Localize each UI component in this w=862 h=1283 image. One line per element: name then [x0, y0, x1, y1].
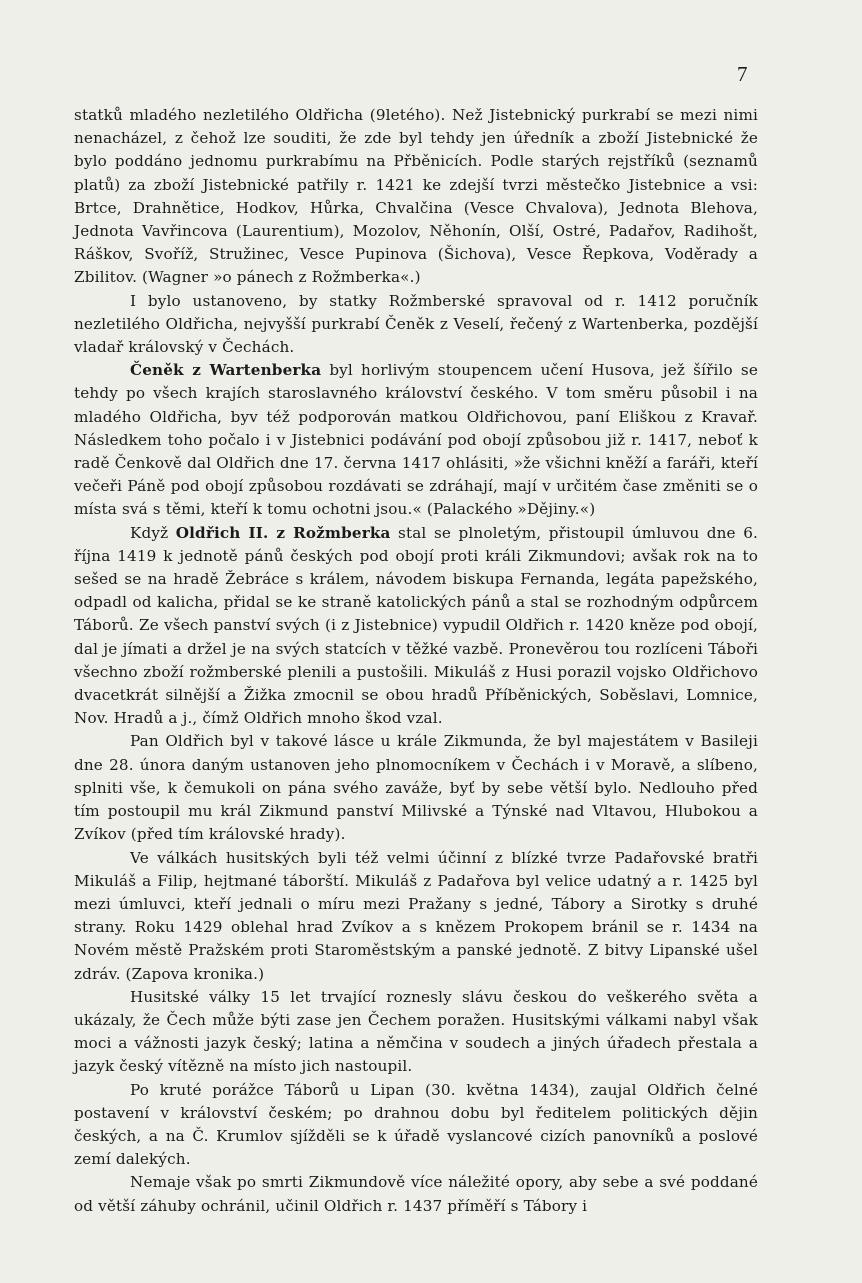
text-run: I bylo ustanoveno, by statky Rožmberské spravoval od r. 1412 poručník nezletilého Oldřicha, nejvyšší purkrabí Čeněk z Veselí, řečený z Wartenberka, pozdější vladař královský v Čechách. — [74, 291, 758, 357]
text-run: Ve válkách husitských byli též velmi účinní z blízké tvrze Padařovské bratři Mikuláš a Filip, hejtmané táborští. Mikuláš z Padařova byl velice udatný a r. 1425 byl mezi úmluvci, kteří jednali o míru mezi Pražany s jedné, Tábory a Sirotky s druhé strany. Roku 1429 oblehal hrad Zvíkov a s knězem Prokopem bránil se r. 1434 na Novém městě Pražském proti Staroměstským a panské jednotě. Z bitvy Lipanské ušel zdráv. (Zapova kronika.) — [74, 848, 758, 983]
text-run: byl horlivým stoupencem učení Husova, jež šířilo se tehdy po všech krajích staroslavného království českého. V tom směru působil i na mladého Oldřicha, byv též podporován matkou Oldřichovou, paní Eliškou z Kravař. Následkem toho počalo i v Jistebnici podávání pod obojí způsobou již r. 1417, neboť k radě Čenkově dal Oldřich dne 17. června 1417 ohlásiti, »že všichni kněží a faráři, kteří večeři Páně pod obojí způsobou rozdávati se zdráhají, mají v určitém čase změniti se o místa svá s těmi, kteří k tomu ochotni jsou.« (Palackého »Dějiny.«) — [74, 361, 758, 519]
text-run: Husitské války 15 let trvající roznesly slávu českou do veškerého světa a ukázaly, že Čech může býti zase jen Čechem poražen. Husitskými válkami nabyl však moci a vážnosti jazyk český; latina a němčina v soudech a jiných úřadech přestala a jazyk český vítězně na místo jich nastoupil. — [74, 987, 758, 1076]
paragraph — [74, 359, 758, 521]
text-run: stal se plnoletým, přistoupil úmluvou dne 6. října 1419 k jednotě pánů českých pod obojí proti králi Zikmundovi; avšak rok na to sešed se na hradě Žebráce s králem, návodem biskupa Fernanda, legáta papežského, odpadl od kalicha, přidal se ke straně katolických pánů a stal se rozhodným odpůrcem Táborů. Ze všech panství svých (i z Jistebnice) vypudil Oldřich r. 1420 kněze pod obojí, dal je jímati a držel je na svých statcích v těžké vazbě. Pronevěrou tou rozlíceni Táboři všechno zboží rožmberské plenili a pustošili. Mikuláš z Husi porazil vojsko Oldřichovo dvacetkrát silnější a Žižka zmocnil se obou hradů Příběnických, Soběslavi, Lomnice, Nov. Hradů a j., čímž Oldřich mnoho škod vzal. — [74, 523, 758, 728]
bold-name: Oldřich II. z Rožmberka — [175, 523, 391, 542]
paragraph — [74, 1079, 758, 1172]
paragraph — [74, 1171, 758, 1217]
text-run: statků mladého nezletilého Oldřicha (9letého). Než Jistebnický purkrabí se mezi nimi nenacházel, z čehož lze souditi, že zde byl tehdy jen úředník a zboží Jistebnické že bylo poddáno jednomu purkrabímu na Přběnicích. Podle starých rejstříků (seznamů platů) za zboží Jistebnické patřily r. 1421 ke zdejší tvrzi městečko Jistebnice a vsi: Brtce, Drahnětice, Hodkov, Hůrka, Chvalčina (Vesce Chvalova), Jednota Blehova, Jednota Vavřincova (Laurentium), Mozolov, Něhonín, Olší, Ostré, Padařov, Radihošt, Ráškov, Svoříž, Stružinec, Vesce Pupinova (Šichova), Vesce Řepkova, Voděrady a Zbilitov. (Wagner »o pánech z Rožmberka«.) — [74, 106, 758, 287]
text-run: Pan Oldřich byl v takové lásce u krále Zikmunda, že byl majestátem v Basileji dne 28. února daným ustanoven jeho plnomocníkem v Čechách i v Moravě, a slíbeno, splniti vše, k čemukoli on pána svého zaváže, byť by sebe větší bylo. Nedlouho před tím postoupil mu král Zikmund panství Milivské a Týnské nad Vltavou, Hlubokou a Zvíkov (před tím královské hrady). — [74, 732, 758, 844]
paragraph — [74, 104, 758, 290]
paragraph — [74, 522, 758, 731]
body-text — [74, 104, 758, 1218]
paragraph — [74, 847, 758, 986]
paragraph — [74, 986, 758, 1079]
page-number: 7 — [737, 62, 748, 86]
bold-name: Čeněk z Wartenberka — [130, 361, 322, 380]
text-run: Po kruté porážce Táborů u Lipan (30. května 1434), zaujal Oldřich čelné postavení v království českém; po drahnou dobu byl ředitelem politických dějin českých, a na Č. Krumlov sjížděli se k úřadě vyslancové cizích panovníků a poslové zemí dalekých. — [74, 1080, 758, 1169]
text-run: Když — [130, 523, 176, 542]
paragraph — [74, 730, 758, 846]
text-run: Nemaje však po smrti Zikmundově více náležité opory, aby sebe a své poddané od větší záhuby ochránil, učinil Oldřich r. 1437 příměří s Tábory i — [74, 1173, 758, 1215]
paragraph — [74, 290, 758, 360]
